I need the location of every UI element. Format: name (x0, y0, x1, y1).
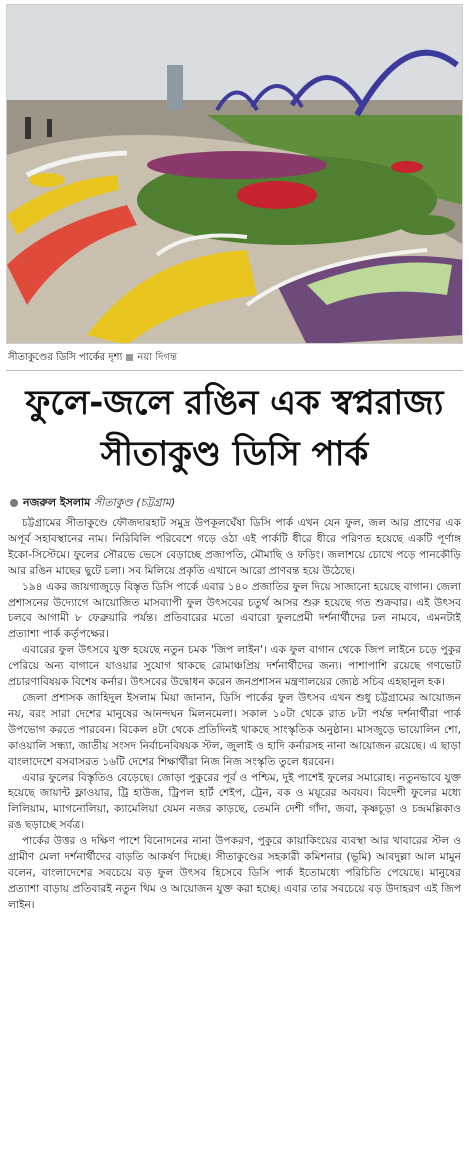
square-bullet-icon (126, 354, 133, 361)
flower-garden-image (7, 5, 463, 344)
paragraph: এবার ফুলের বিস্তৃতিও বেড়েছে। জোড়া পুকুরের পূর্ব ও পশ্চিম, দুই পাশেই ফুলের সমারোহ। নতুনভাবে যুক্ত হয়েছে জায়ান্ট ফ্লাওয়ার, ট্রি হাউজ, ট্রিপল হার্ট শেইপ, ট্রেন, বক ও ময়ূরের অবয়ব। বিদেশী ফুলের মধ্যে লিলিয়াম, ম্যাগনোলিয়া, ক্যামেলিয়া যেমন নজর কাড়ছে, তেমনি দেশী গাঁদা, জবা, কৃষ্ণচূড়া ও চন্দ্রমল্লিকাও রঙ ছড়াচ্ছে সর্বত্র। (8, 771, 461, 832)
author-name: নজরুল ইসলাম (23, 496, 91, 509)
caption-text: সীতাকুণ্ডের ডিসি পার্কের দৃশ্য (8, 352, 123, 363)
byline (10, 494, 460, 512)
park-photo (6, 4, 463, 344)
paragraph: পার্কের উত্তর ও দক্ষিণ পাশে বিনোদনের নানা উপকরণ, পুকুরে কায়াকিংয়ের ব্যবস্থা আর খাবারের স্টল ও গ্রামীণ মেলা দর্শনার্থীদের বাড়তি আকর্ষণ দিচ্ছে। সীতাকুণ্ডের সহকারী কমিশনার (ভূমি) আবদুল্লা আল মামুন বলেন, বাংলাদেশের সবচেয়ে বড় ফুল উৎসব হিসেবে ডিসি পার্ক ইতোমধ্যে পরিচিতি পেয়েছে। মানুষের প্রত্যাশা বাড়ায় প্রতিবারই নতুন থিম ও আয়োজন যুক্ত করা হচ্ছে। এবার তার সবচেয়ে বড় উদাহরণ এই জিপ লাইন। (8, 835, 461, 911)
caption-source: নয়া দিগন্ত (137, 352, 177, 363)
headline-line-2: সীতাকুণ্ড ডিসি পার্ক (100, 434, 369, 474)
paragraph: এবারের ফুল উৎসবে যুক্ত হয়েছে নতুন চমক 'জিপ লাইন'। এক ফুল বাগান থেকে জিপ লাইনে চড়ে পুকুর পেরিয়ে অন্য বাগানে যাওয়ার সুযোগ থাকছে রোমাঞ্চপ্রিয় দর্শনার্থীদের জন্য। পাশাপাশি রয়েছে গণভোট প্রচারণাবিষয়ক বিশেষ কর্নার। উৎসবের উদ্বোধন করেন জনপ্রশাসন মন্ত্রণালয়ের জ্যেষ্ঠ সচিব এহছানুল হক। (8, 644, 461, 689)
headline-line-1: ফুলে-জলে রঙিন এক স্বপ্নরাজ্য (25, 383, 444, 423)
bullet-icon (10, 499, 18, 507)
paragraph: জেলা প্রশাসক জাহিদুল ইসলাম মিয়া জানান, ডিসি পার্কের ফুল উৎসব এখন শুধু চট্টগ্রামের আয়োজন নয়, বরং সারা দেশের মানুষের আনন্দঘন মিলনমেলা। সকাল ১০টা থেকে রাত ৮টা পর্যন্ত দর্শনার্থীরা পার্ক উপভোগ করতে পারবেন। বিকেল ৪টা থেকে প্রতিদিনই থাকছে সাংস্কৃতিক অনুষ্ঠান। মাসজুড়ে ভায়োলিন শো, কাওয়ালি সন্ধ্যা, জাতীয় সংসদ নির্বাচনবিষয়ক স্টল, জুলাই ও হাদি কর্নারসহ নানা আয়োজন রয়েছে। এ ছাড়া বাংলাদেশে বসবাসরত ১৬টি দেশের শিক্ষার্থীরা নিজ নিজ সংস্কৃতি তুলে ধরবেন। (8, 691, 461, 768)
article-body (8, 516, 461, 1152)
paragraph: চট্টগ্রামের সীতাকুণ্ডে ফৌজদারহাট সমুদ্র উপকূলঘেঁষা ডিসি পার্ক এখন যেন ফুল, জল আর প্রাণের এক অপূর্ব সহাবস্থানের নাম। নিরিবিলি পরিবেশে গড়ে ওঠা এই পার্কটি ধীরে ধীরে পরিণত হয়েছে একটি পূর্ণাঙ্গ ইকো-সিস্টেমে। ফুলের সৌরভে ভেসে বেড়াচ্ছে প্রজাপতি, মৌমাছি ও ফড়িং। জলাশয়ে চোখে পড়ে পানকৌড়ি আর রঙিন মাছের ছুটে চলা। সব মিলিয়ে প্রকৃতি এখানে আরো প্রাণবন্ত হয়ে উঠেছে। (8, 517, 461, 577)
paragraph: ১৯৪ একর জায়গাজুড়ে বিস্তৃত ডিসি পার্কে এবার ১৪০ প্রজাতির ফুল দিয়ে সাজানো হয়েছে বাগান। জেলা প্রশাসনের উদ্যোগে আয়োজিত মাসব্যাপী ফুল উৎসবের চতুর্থ আসর শুরু হয়েছে গত শুক্রবার। এই উৎসব চলবে আগামী ৮ ফেব্রুয়ারি পর্যন্ত। প্রতিবারের মতো এবারো ফুলপ্রেমী দর্শনার্থীদের ঢল নামবে, এমনটাই প্রত্যাশা পার্ক কর্তৃপক্ষের। (8, 580, 461, 641)
photo-caption (8, 350, 463, 366)
headline (6, 378, 463, 488)
divider (6, 370, 463, 371)
dateline-location: সীতাকুণ্ড (চট্টগ্রাম) (93, 496, 176, 509)
